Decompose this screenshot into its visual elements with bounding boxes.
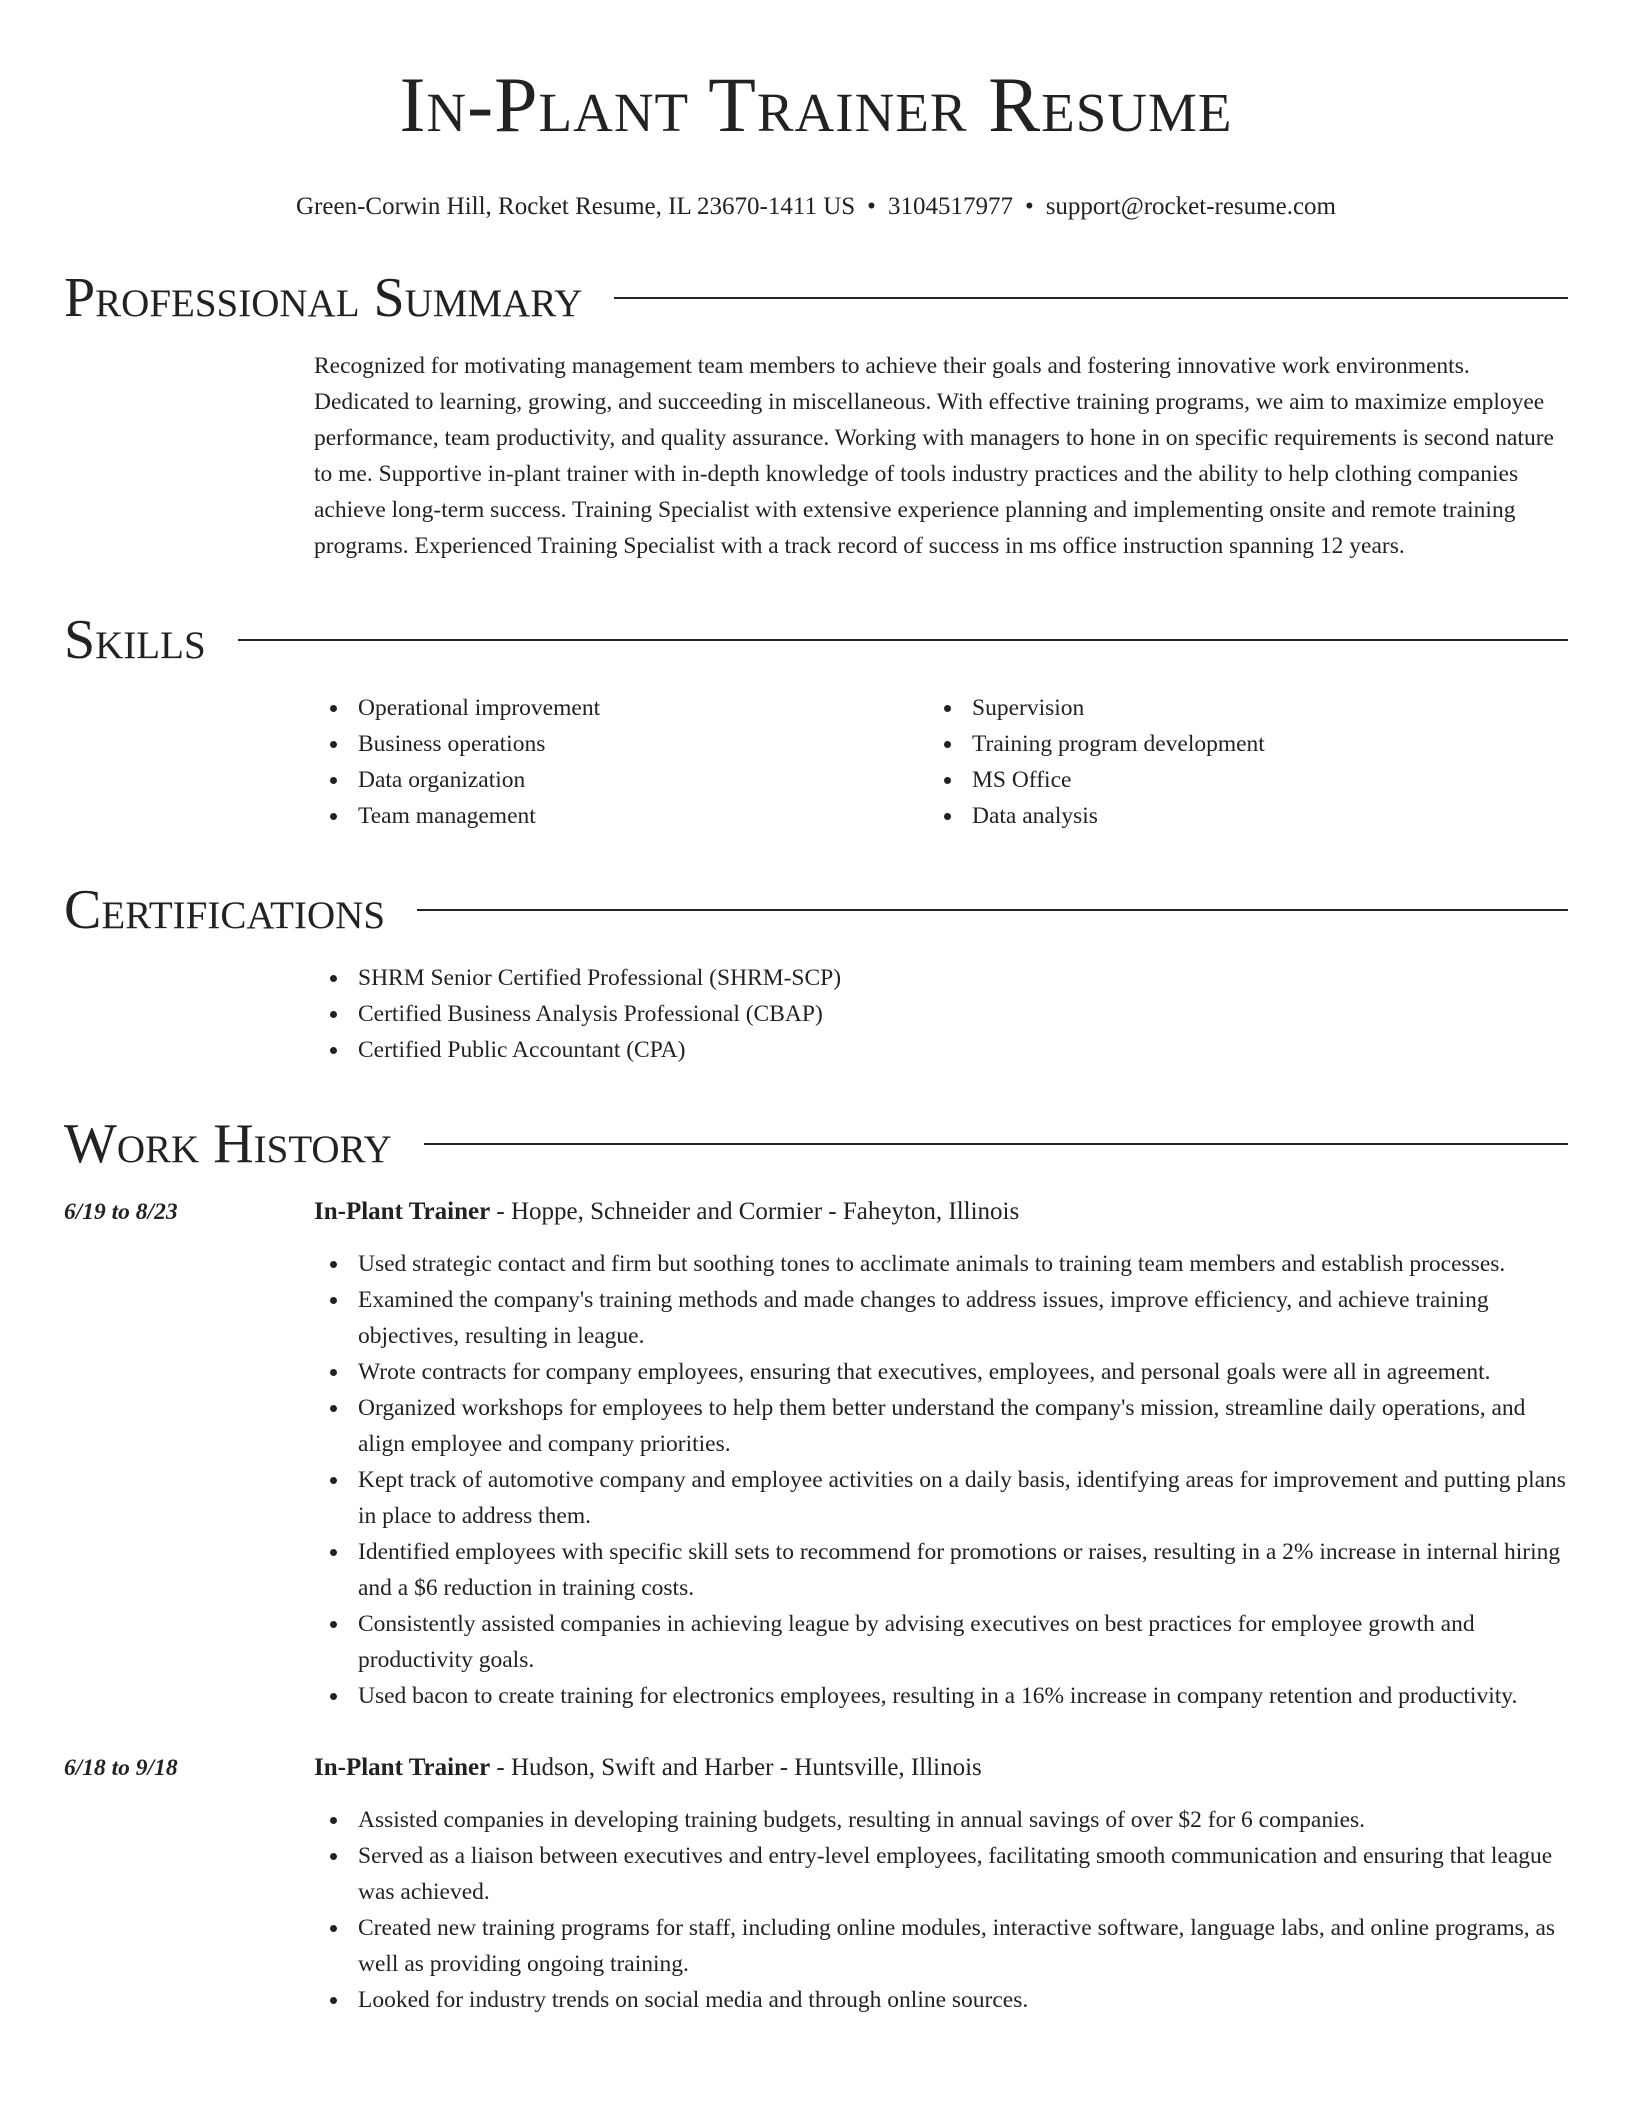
job-dates: 6/18 to 9/18 xyxy=(64,1755,178,1781)
skills-heading: Skills xyxy=(64,609,206,671)
contact-email: support@rocket-resume.com xyxy=(1045,193,1336,220)
skill-item: Data analysis xyxy=(928,798,1542,834)
section-divider xyxy=(417,909,1568,911)
skills-section xyxy=(314,690,1568,834)
certification-item: Certified Business Analysis Professional (CBAP) xyxy=(314,996,1568,1032)
certifications-list xyxy=(314,960,1568,1068)
job-bullet-list xyxy=(314,1246,1568,1714)
contact-line xyxy=(64,192,1568,222)
skill-item: Operational improvement xyxy=(314,690,928,726)
job-details xyxy=(314,1750,1568,2018)
skill-item: Business operations xyxy=(314,726,928,762)
summary-section xyxy=(314,348,1568,564)
job-bullet: Wrote contracts for company employees, ensuring that executives, employees, and personal goals were all in agreement. xyxy=(314,1354,1568,1390)
job-entry xyxy=(64,1750,1568,2018)
job-role: In-Plant Trainer xyxy=(314,1754,491,1781)
job-heading xyxy=(314,1750,1568,1786)
summary-text: Recognized for motivating management team members to achieve their goals and fostering innovative work environments. Dedicated to learning, growing, and succeeding in miscellaneous. With effective training programs, we aim to maximize employee performance, team productivity, and quality assurance. Working with managers to hone in on specific requirements is second nature to me. Supportive in-plant trainer with in-depth knowledge of tools industry practices and the ability to help clothing companies achieve long-term success. Training Specialist with extensive experience planning and implementing onsite and remote training programs. Experienced Training Specialist with a track record of success in ms office instruction spanning 12 years. xyxy=(314,353,1554,559)
job-bullet: Looked for industry trends on social media and through online sources. xyxy=(314,1982,1568,2018)
work-history-section-header xyxy=(64,1114,1568,1174)
contact-separator: • xyxy=(1024,193,1034,220)
contact-address: Green-Corwin Hill, Rocket Resume, IL 23670-1411 US xyxy=(296,193,856,220)
job-bullet: Created new training programs for staff, including online modules, interactive software, language labs, and online programs, as well as providing ongoing training. xyxy=(314,1910,1568,1982)
section-divider xyxy=(424,1143,1568,1145)
job-bullet: Identified employees with specific skill sets to recommend for promotions or raises, resulting in a 2% increase in internal hiring and a $6 reduction in training costs. xyxy=(314,1534,1568,1606)
certifications-heading: Certifications xyxy=(64,879,386,941)
section-divider xyxy=(238,639,1568,641)
job-heading xyxy=(314,1194,1568,1230)
job-bullet: Organized workshops for employees to help them better understand the company's mission, streamline daily operations, and align employee and company priorities. xyxy=(314,1390,1568,1462)
job-company-location: - Hudson, Swift and Harber - Huntsville, Illinois xyxy=(490,1754,982,1781)
certification-item: SHRM Senior Certified Professional (SHRM-SCP) xyxy=(314,960,1568,996)
skills-section-header xyxy=(64,610,1568,670)
job-details xyxy=(314,1194,1568,1714)
contact-phone: 3104517977 xyxy=(887,193,1013,220)
certifications-section-header xyxy=(64,880,1568,940)
job-dates: 6/19 to 8/23 xyxy=(64,1199,178,1225)
job-bullet: Consistently assisted companies in achieving league by advising executives on best practices for employee growth and productivity goals. xyxy=(314,1606,1568,1678)
job-bullet: Served as a liaison between executives and entry-level employees, facilitating smooth communication and ensuring that league was achieved. xyxy=(314,1838,1568,1910)
job-company-location: - Hoppe, Schneider and Cormier - Faheyton, Illinois xyxy=(490,1198,1020,1225)
summary-section-header xyxy=(64,268,1568,328)
skills-list-left xyxy=(314,690,928,834)
resume-title: In-Plant Trainer Resume xyxy=(399,61,1233,148)
skill-item: MS Office xyxy=(928,762,1542,798)
job-role: In-Plant Trainer xyxy=(314,1198,491,1225)
summary-heading: Professional Summary xyxy=(64,267,583,329)
skill-item: Data organization xyxy=(314,762,928,798)
skills-list-right xyxy=(928,690,1542,834)
work-history-heading: Work History xyxy=(64,1113,392,1175)
skill-item: Training program development xyxy=(928,726,1542,762)
job-bullet: Kept track of automotive company and employee activities on a daily basis, identifying areas for improvement and putting plans in place to address them. xyxy=(314,1462,1568,1534)
job-bullet: Used bacon to create training for electronics employees, resulting in a 16% increase in company retention and productivity. xyxy=(314,1678,1568,1714)
section-divider xyxy=(614,297,1568,299)
job-bullet: Assisted companies in developing training budgets, resulting in annual savings of over $2 for 6 companies. xyxy=(314,1802,1568,1838)
contact-separator: • xyxy=(867,193,876,220)
job-entry xyxy=(64,1194,1568,1714)
certifications-section xyxy=(314,960,1568,1068)
job-bullet-list xyxy=(314,1802,1568,2018)
certification-item: Certified Public Accountant (CPA) xyxy=(314,1032,1568,1068)
job-bullet: Used strategic contact and firm but soothing tones to acclimate animals to training team members and establish processes. xyxy=(314,1246,1568,1282)
job-bullet: Examined the company's training methods and made changes to address issues, improve efficiency, and achieve training objectives, resulting in league. xyxy=(314,1282,1568,1354)
skill-item: Supervision xyxy=(928,690,1542,726)
skill-item: Team management xyxy=(314,798,928,834)
